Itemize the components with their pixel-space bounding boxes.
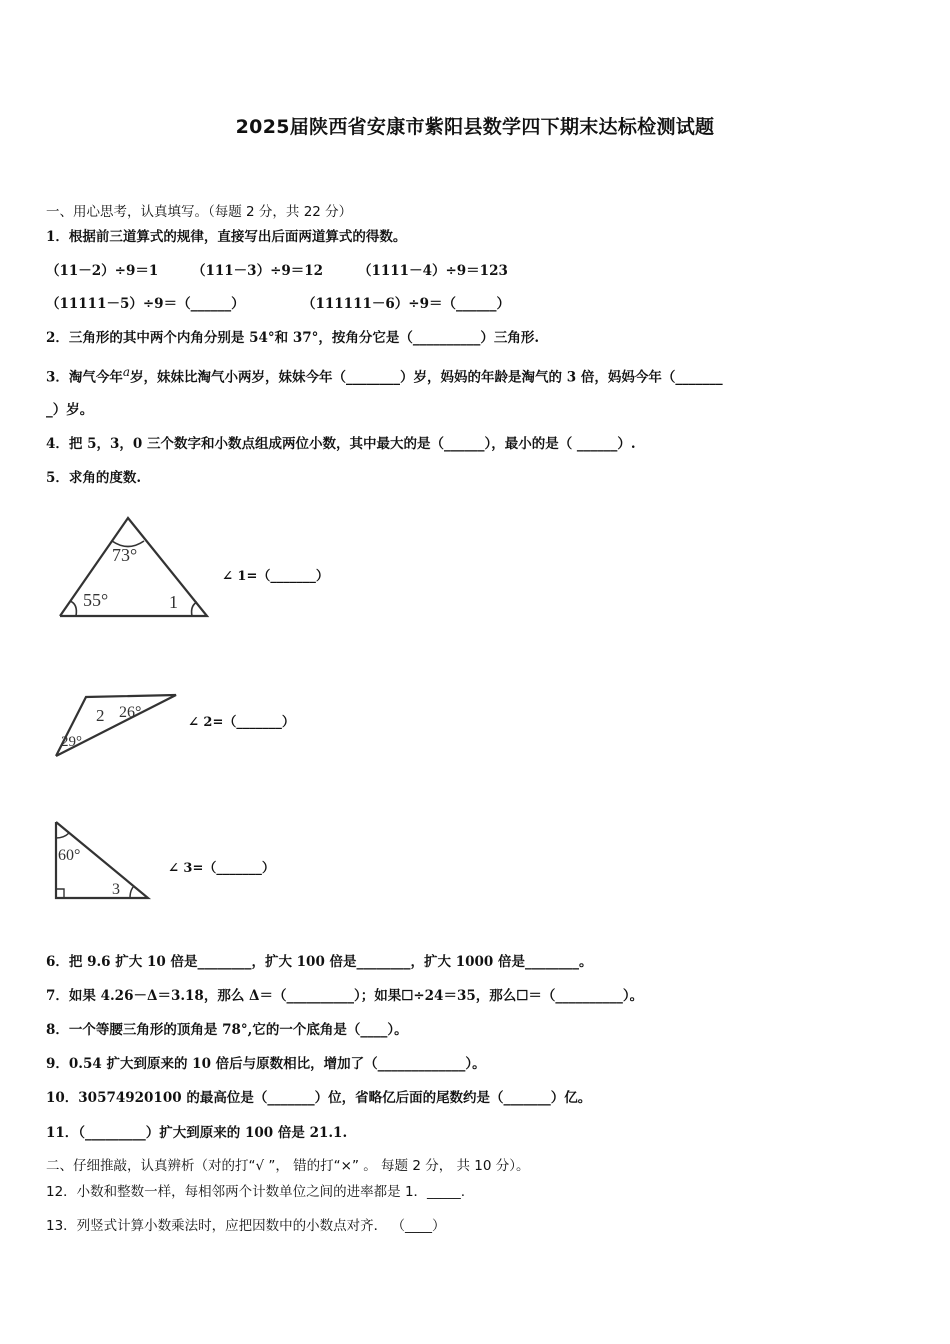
angle-55-label: 55°: [83, 590, 109, 610]
question-3-text: [46, 363, 723, 387]
question-7-text: 7．如果 4.26－Δ＝3.18，那么 Δ＝（__________）；如果☐÷24＝35，那么☐＝（__________）。: [46, 988, 644, 1004]
page-title: 2025届陕西省安康市紫阳县数学四下期末达标检测试题: [235, 116, 715, 138]
angle-1-answer: ∠ 1=（_______）: [222, 569, 329, 584]
angle-29-label: 29°: [61, 734, 82, 750]
question-12-text: 12．小数和整数一样，每相邻两个计数单位之间的进率都是 1．_____.: [46, 1184, 466, 1200]
question-1-equations-row-2: [46, 295, 510, 313]
equation-2: （111－3）÷9＝12: [192, 263, 324, 279]
question-8-text: 8．一个等腰三角形的顶角是 78°,它的一个底角是（____）。: [46, 1022, 408, 1038]
triangle-figure-2: [52, 690, 182, 762]
section-1-header: 一、用心思考，认真填写。（每题 2 分，共 22 分）: [46, 204, 353, 220]
section-2-header: 二、仔细推敲，认真辨析（对的打“√ ”， 错的打“×” 。 每题 2 分， 共 10 分）。: [46, 1158, 530, 1174]
question-4-text: 4．把 5，3，0 三个数字和小数点组成两位小数，其中最大的是（______），最小的是（ ______）.: [46, 436, 636, 452]
question-3-variable: a: [122, 365, 131, 379]
question-13-text: 13．列竖式计算小数乘法时，应把因数中的小数点对齐． （____）: [46, 1218, 446, 1234]
angle-26-label: 26°: [119, 704, 142, 721]
equation-4: （11111－5）÷9＝（______）: [46, 296, 245, 312]
question-3-part-b: 岁，妹妹比淘气小两岁，妹妹今年（________）岁，妈妈的年龄是淘气的 3 倍，妈妈今年（_______: [130, 369, 723, 386]
question-3-continuation: _）岁。: [46, 402, 94, 418]
question-5-text: 5．求角的度数.: [46, 470, 142, 486]
question-2-text: 2．三角形的其中两个内角分别是 54°和 37°，按角分它是（__________）三角形.: [46, 330, 540, 346]
question-11-text: 11．（_________）扩大到原来的 100 倍是 21.1.: [46, 1125, 348, 1141]
question-9-text: 9．0.54 扩大到原来的 10 倍后与原数相比，增加了（_____________）。: [46, 1056, 486, 1072]
angle-3-answer: ∠ 3=（_______）: [168, 861, 275, 876]
angle-73-label: 73°: [112, 545, 138, 565]
equation-3: （1111－4）÷9＝123: [358, 263, 508, 279]
question-1-text: 1．根据前三道算式的规律，直接写出后面两道算式的得数。: [46, 229, 407, 245]
triangle-figure-1: [52, 512, 218, 624]
angle-2-label: 2: [96, 706, 105, 725]
angle-1-label: 1: [169, 592, 178, 612]
equation-5: （111111－6）÷9＝（______）: [302, 296, 510, 312]
question-1-equations-row-1: [46, 262, 508, 280]
question-6-text: 6．把 9.6 扩大 10 倍是________，扩大 100 倍是________，扩大 1000 倍是________。: [46, 954, 593, 970]
equation-1: （11－2）÷9＝1: [46, 263, 159, 279]
angle-60-label: 60°: [58, 847, 81, 864]
angle-2-answer: ∠ 2=（_______）: [188, 715, 295, 730]
triangle-figure-3: [50, 818, 154, 904]
angle-3-label: 3: [112, 881, 120, 898]
question-10-text: 10．30574920100 的最高位是（_______）位，省略亿后面的尾数约是（_______）亿。: [46, 1090, 592, 1106]
question-3-part-a: 3．淘气今年: [46, 369, 123, 386]
